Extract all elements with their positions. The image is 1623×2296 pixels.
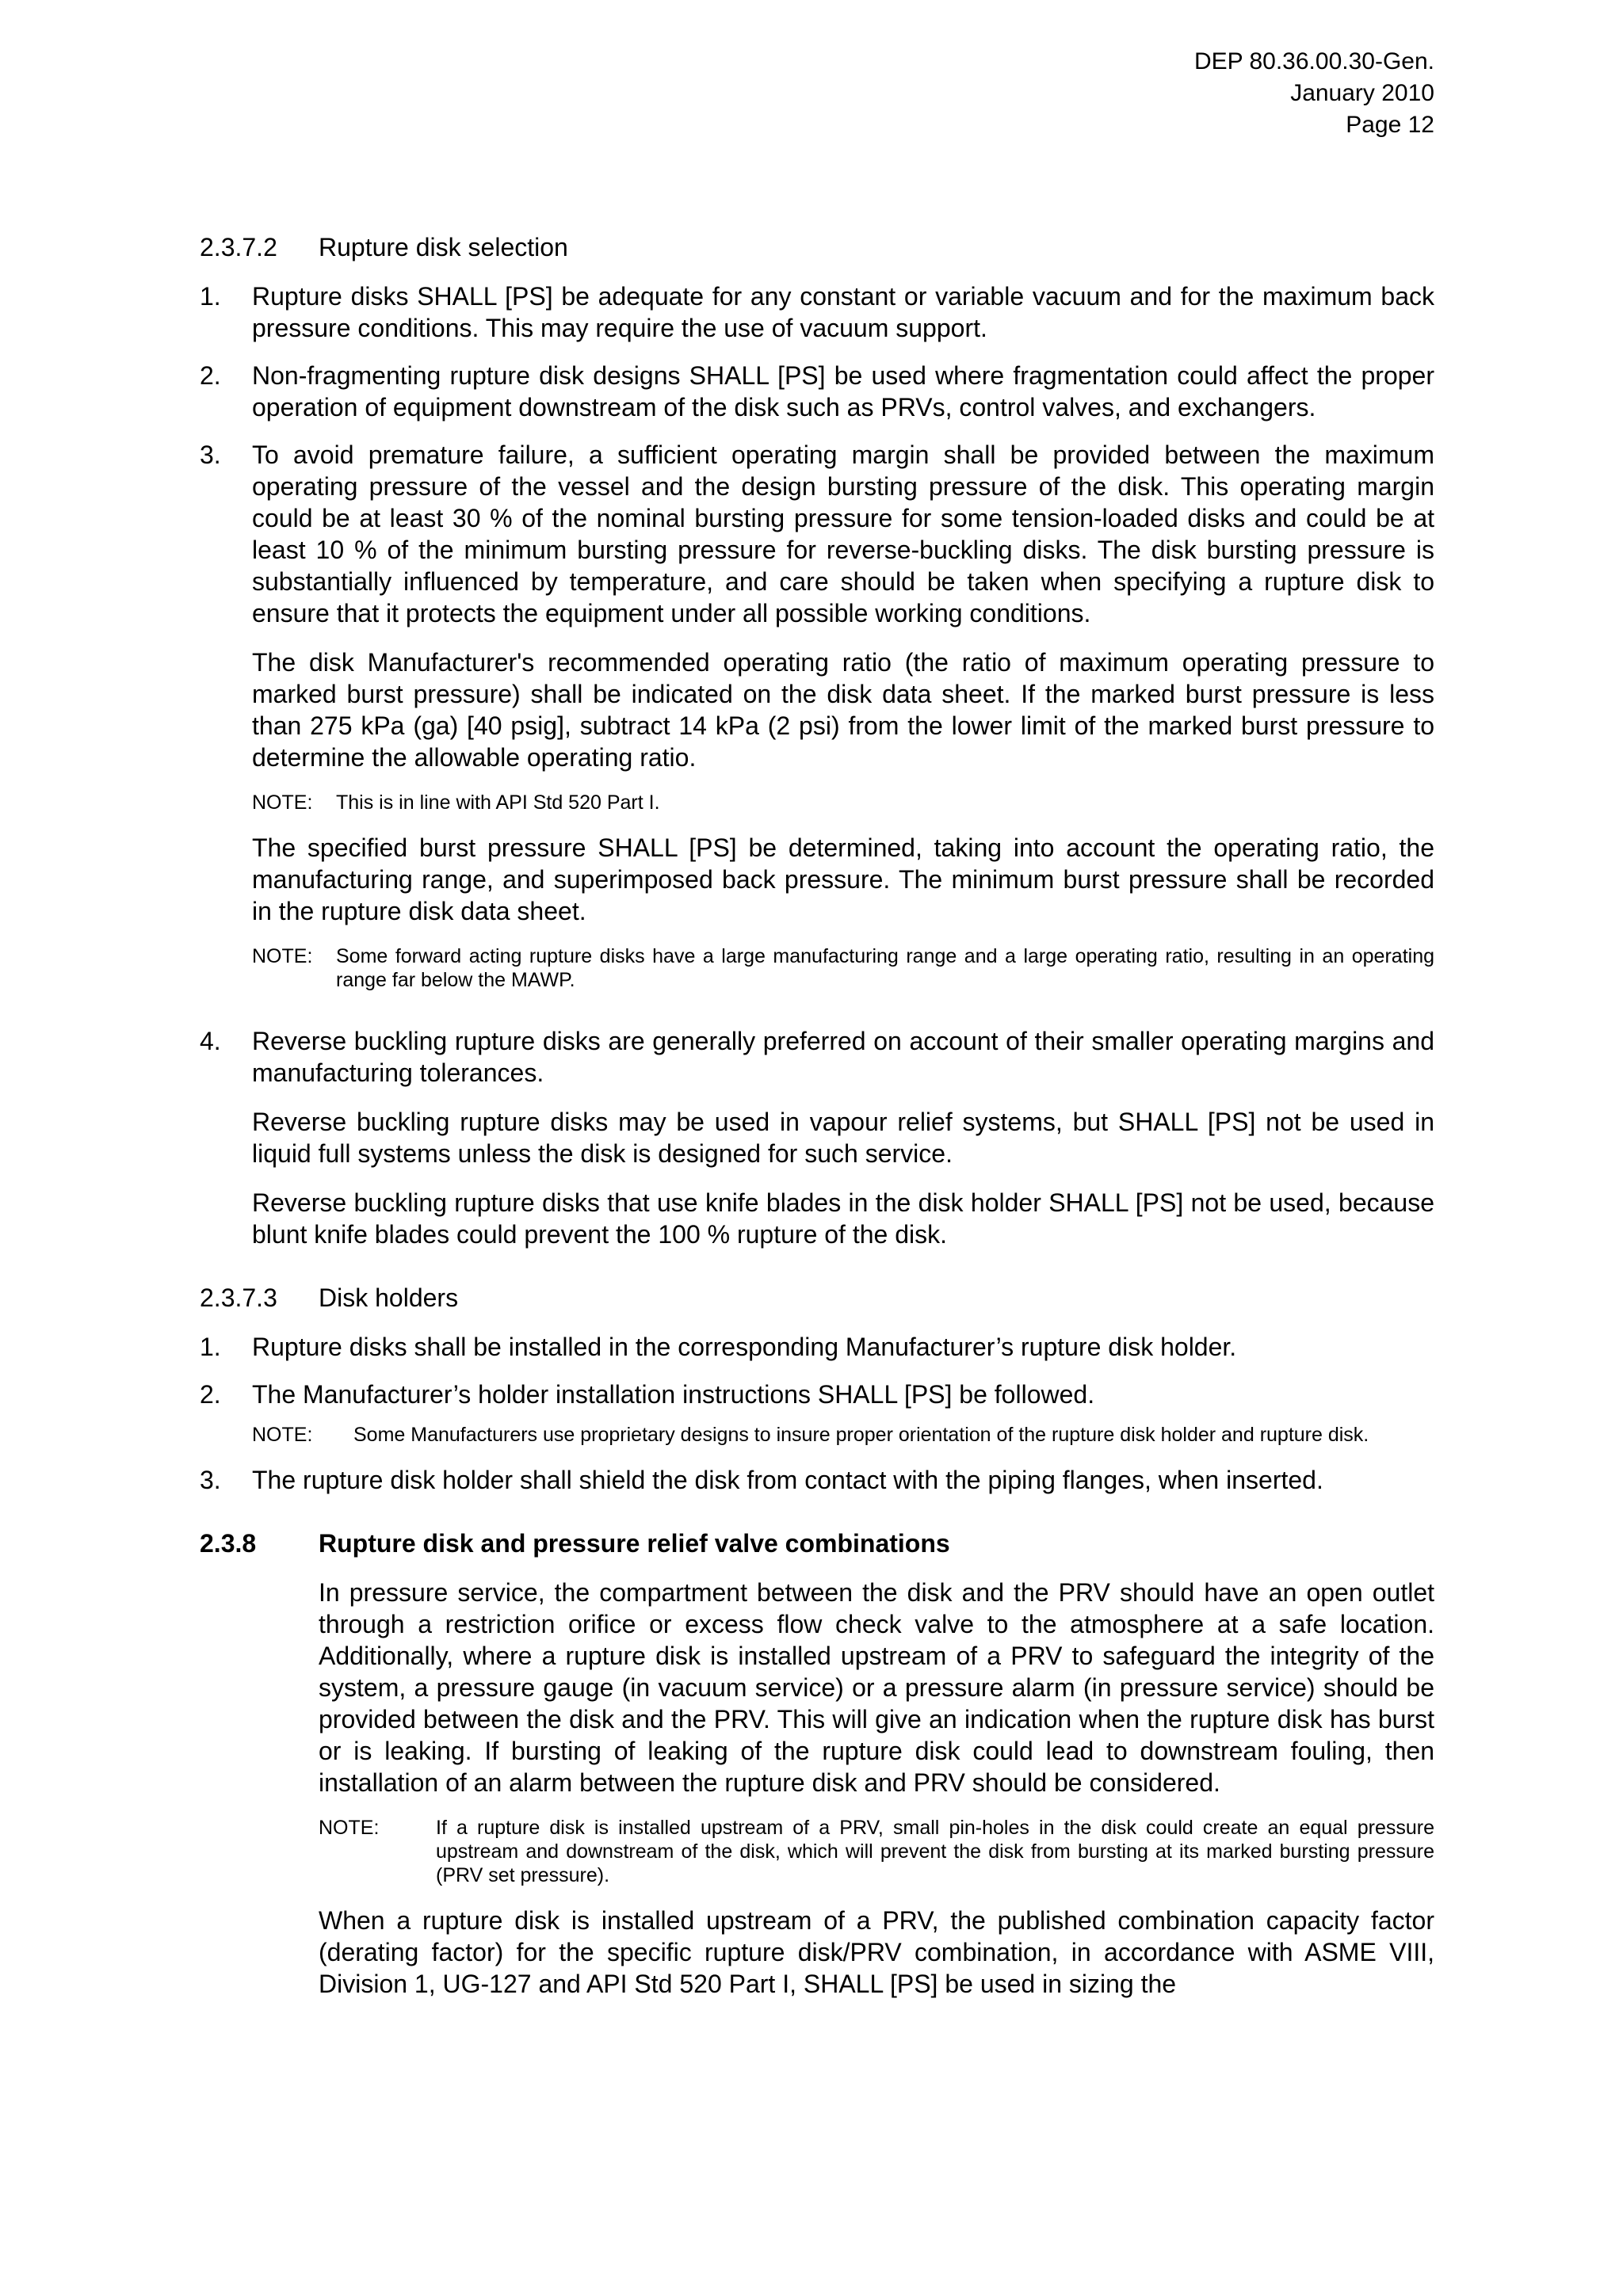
paragraph: When a rupture disk is installed upstream of a PRV, the published combination capacity factor (derating factor) for the specific rupture disk/PRV combination, in accordance with ASME VIII, Division 1, UG-127 and API Std 520 Part I, SHALL [PS] be used in sizing the [319,1906,1434,1998]
page-content [200,231,1434,2017]
section-number: 2.3.7.2 [200,233,277,261]
paragraph: Non-fragmenting rupture disk designs SHALL [PS] be used where fragmentation could affect the proper operation of equipment downstream of the disk such as PRVs, control valves, and exchangers. [252,361,1434,421]
note-text: This is in line with API Std 520 Part I. [336,791,660,814]
list-item [200,280,1434,344]
section-title: Disk holders [319,1283,459,1312]
list-item [200,1331,1434,1363]
paragraph: To avoid premature failure, a sufficient operating margin shall be provided between the maximum operating pressure of the vessel and the design bursting pressure of the disk. This operating margin could be at least 30 % of the nominal bursting pressure for some tension-loaded disks and could be at least 10 % of the minimum bursting pressure for reverse-buckling disks. The disk bursting pressure is substantially influenced by temperature, and care should be taken when specifying a rupture disk to ensure that it protects the equipment under all possible working conditions. [252,441,1434,627]
item-number: 2. [200,361,221,390]
paragraph: The rupture disk holder shall shield the disk from contact with the piping flanges, when inserted. [252,1466,1323,1494]
paragraph: The specified burst pressure SHALL [PS] be determined, taking into account the operating ratio, the manufacturing range, and superimposed back pressure. The minimum burst pressure shall be recorded in the rupture disk data sheet. [252,833,1434,925]
section-heading-2373 [200,1282,1434,1314]
item-number: 4. [200,1027,221,1055]
paragraph: Reverse buckling rupture disks are generally preferred on account of their smaller operating margins and manufacturing tolerances. [252,1027,1434,1087]
paragraph: Reverse buckling rupture disks may be used in vapour relief systems, but SHALL [PS] not be used in liquid full systems unless the disk is designed for such service. [252,1108,1434,1168]
note-text: If a rupture disk is installed upstream of a PRV, small pin-holes in the disk could create an equal pressure upstream and downstream of the disk, which will prevent the disk from bursting at its marked bursting pressure (PRV set pressure). [436,1817,1434,1886]
doc-id: DEP 80.36.00.30-Gen. [1194,48,1434,74]
note [252,791,1434,814]
item-number: 2. [200,1380,221,1409]
doc-date: January 2010 [1290,80,1434,106]
list-item [200,1379,1434,1410]
list-item [200,360,1434,423]
list-item [200,1025,1434,1250]
section-title: Rupture disk and pressure relief valve combinations [319,1529,950,1558]
paragraph: The Manufacturer’s holder installation instructions SHALL [PS] be followed. [252,1380,1095,1409]
list-item [200,1464,1434,1496]
section-title: Rupture disk selection [319,233,568,261]
note-label: NOTE: [252,1424,313,1446]
section-number: 2.3.8 [200,1529,257,1558]
paragraph: The disk Manufacturer's recommended operating ratio (the ratio of maximum operating pressure to marked burst pressure) shall be indicated on the disk data sheet. If the marked burst pressure is less than 275 kPa (ga) [40 psig], subtract 14 kPa (2 psi) from the lower limit of the marked burst pressure to determine the allowable operating ratio. [252,648,1434,772]
item-number: 3. [200,441,221,469]
section-heading-2372 [200,231,1434,263]
note-label: NOTE: [252,791,313,814]
item-number: 3. [200,1466,221,1494]
item-number: 1. [200,1333,221,1361]
paragraph: Rupture disks SHALL [PS] be adequate for any constant or variable vacuum and for the maximum back pressure conditions. This may require the use of vacuum support. [252,282,1434,342]
section-number: 2.3.7.3 [200,1283,277,1312]
item-number: 1. [200,282,221,311]
note-label: NOTE: [319,1817,380,1839]
note-text: Some forward acting rupture disks have a large manufacturing range and a large operating ratio, resulting in an operating range far below the MAWP. [336,945,1434,991]
paragraph: Rupture disks shall be installed in the corresponding Manufacturer’s rupture disk holder. [252,1333,1237,1361]
page-header [1194,46,1434,141]
page-number: Page 12 [1346,112,1434,138]
note-label: NOTE: [252,945,313,967]
paragraph: Reverse buckling rupture disks that use knife blades in the disk holder SHALL [PS] not be used, because blunt knife blades could prevent the 100 % rupture of the disk. [252,1188,1434,1249]
note [319,1816,1434,1887]
note-text: Some Manufacturers use proprietary designs to insure proper orientation of the rupture disk holder and rupture disk. [353,1424,1369,1446]
list-item [200,439,1434,1009]
note [252,1423,1434,1447]
section-body-238 [319,1577,1434,2000]
paragraph: In pressure service, the compartment between the disk and the PRV should have an open outlet through a restriction orifice or excess flow check valve to the atmosphere at a safe location. Additionally, where a rupture disk is installed upstream of a PRV to safeguard the integrity of the system, a pressure gauge (in vacuum service) or a pressure alarm (in pressure service) should be provided between the disk and the PRV. This will give an indication when the rupture disk has burst or is leaking. If bursting of leaking of the rupture disk could lead to downstream fouling, then installation of an alarm between the rupture disk and PRV should be considered. [319,1578,1434,1797]
note [252,944,1434,992]
section-heading-238 [200,1527,1434,1559]
